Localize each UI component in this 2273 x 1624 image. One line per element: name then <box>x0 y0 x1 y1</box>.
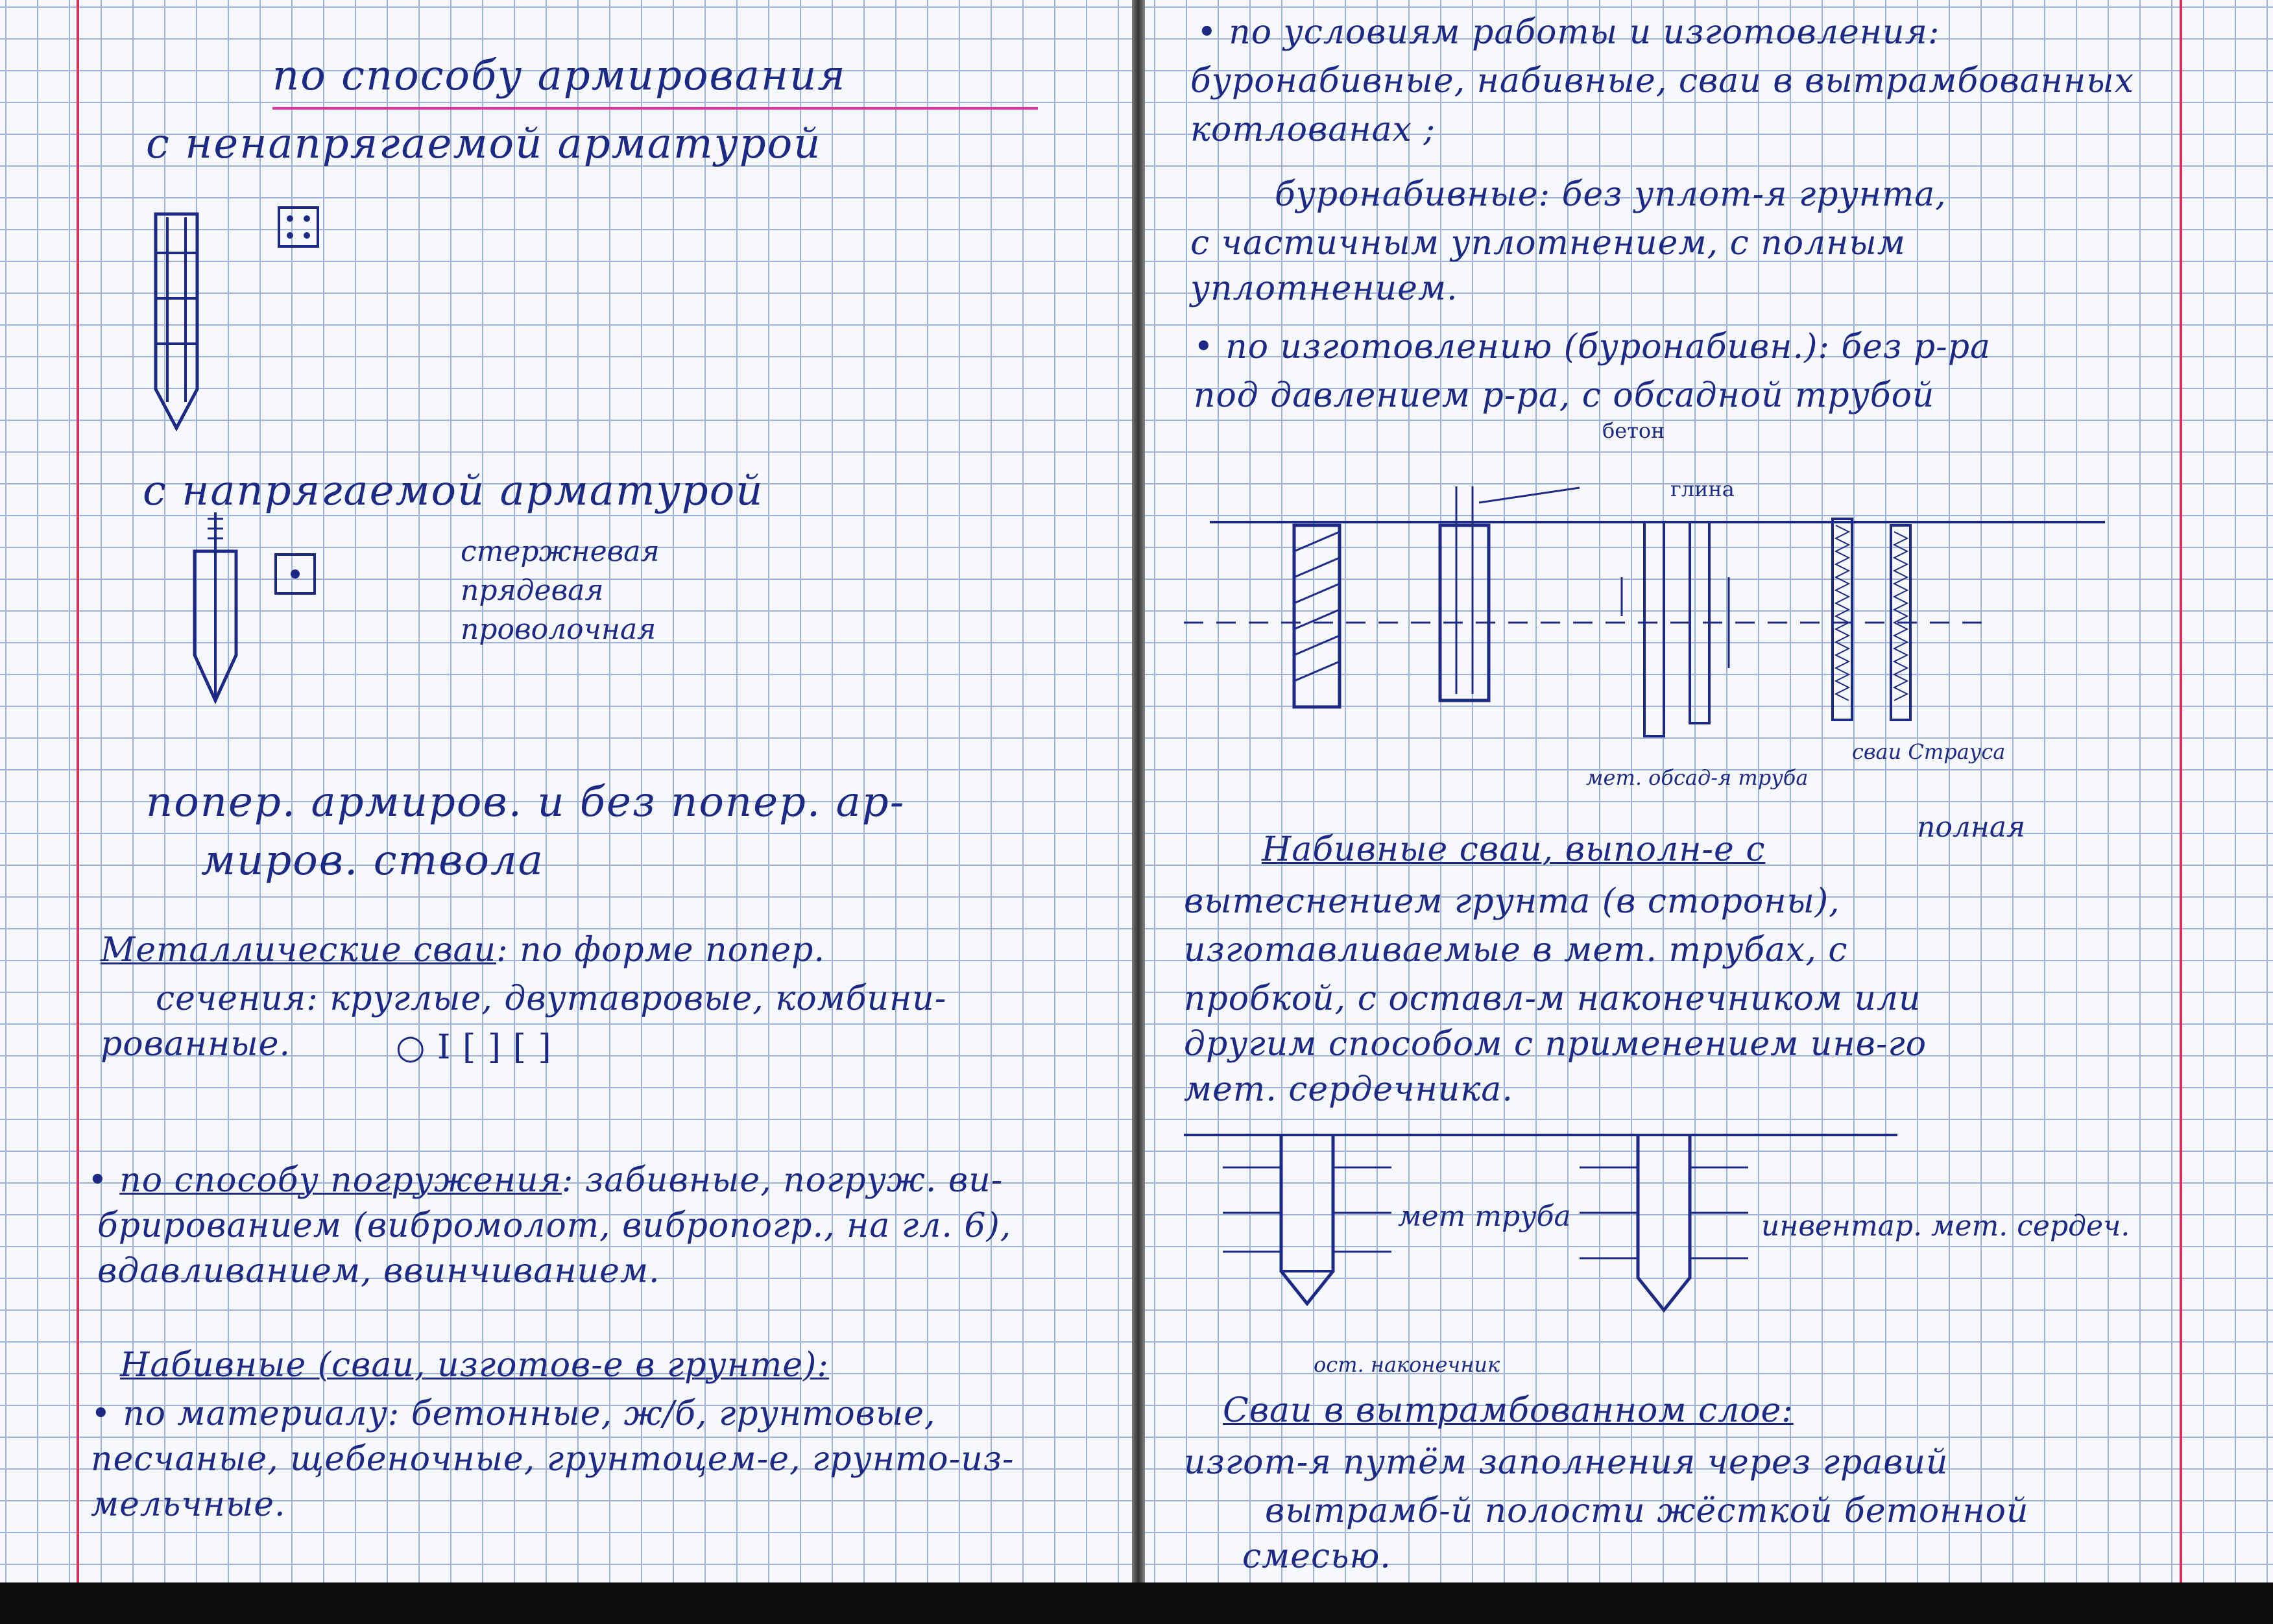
right-page <box>1145 0 2273 1582</box>
label-inventory: инвентар. мет. сердеч. <box>1761 1210 2130 1243</box>
method-title: по способу погружения <box>119 1161 562 1200</box>
bored2-text-5: мет. сердечника. <box>1184 1070 1513 1109</box>
bored2-text-3: пробкой, с оставл-м наконечником или <box>1184 979 1921 1018</box>
section-sketch-nonprestressed <box>276 204 321 250</box>
reinforcement-type-1: стержневая <box>461 535 660 568</box>
right-text-8: под давлением р-ра, с обсадной трубой <box>1194 376 1935 415</box>
rammed-text-3: смесью. <box>1242 1537 1391 1576</box>
bored2-text-4: другим способом с применением инв-го <box>1184 1025 1927 1064</box>
binding-gutter <box>1132 0 1145 1582</box>
left-page: по способу армирования с ненапрягаемой арматурой с напрягаемой арматурой стержневая прядевая проволочная попер. армиров. и без попер. ар- миров. ствола Металлические сваи: по форме попер. сечения: круглые, двутавровые, комбини- рованные. ○ I [ ] [ ] • по способу погружения: забивные, погруж. ви- брированием (вибромолот, вибропогр., на гл. 6), вдавливанием, ввинчиванием. Набивные (сваи, изготов-е в грунте): • по материалу: бетонные, ж/б, грунтовые, песчаные, щебеночные, грунтоцем-е, грунто-из- мельчные. <box>0 0 1132 1582</box>
bored-piles-diagram <box>1184 448 2196 752</box>
right-text-7: • по изготовлению (буронабивн.): без р-ра <box>1194 328 1991 366</box>
pile-sketch-prestressed <box>188 512 247 707</box>
label-tip: ост. наконечник <box>1314 1352 1500 1377</box>
right-text-2: буронабивные, набивные, сваи в вытрамбованных <box>1190 62 2134 101</box>
line-nonprestressed: с ненапрягаемой арматурой <box>146 120 822 168</box>
label-pipe: мет. обсад-я труба <box>1586 765 1809 790</box>
metal-text-1: : по форме попер. <box>496 931 825 970</box>
rammed-title: Сваи в вытрамбованном слое: <box>1223 1391 1794 1430</box>
bored2-text-2: изготавливаемые в мет. трубах, с <box>1184 931 1848 970</box>
label-met-pipe: мет труба <box>1398 1200 1571 1233</box>
metal-text-2: сечения: круглые, двутавровые, комбини- <box>156 979 947 1018</box>
section-sketch-prestressed <box>272 551 318 597</box>
label-beton: бетон <box>1602 418 1665 443</box>
right-text-3: котлованах ; <box>1190 110 1436 149</box>
right-text-4: буронабивные: без уплот-я грунта, <box>1275 175 1947 214</box>
bored2-title: Набивные сваи, выполн-е с <box>1262 830 1766 869</box>
line-prestressed: с напрягаемой арматурой <box>143 467 764 515</box>
method-text-1: : забивные, погруж. ви- <box>561 1161 1004 1200</box>
right-text-1: • по условиям работы и изготовления: <box>1197 13 1940 52</box>
bored-text-2: песчаные, щебеночные, грунтоцем-е, грунто-из- <box>91 1440 1015 1479</box>
metal-shapes: ○ I [ ] [ ] <box>396 1028 552 1067</box>
line-shaft: попер. армиров. и без попер. ар- <box>146 778 906 826</box>
label-glina: глина <box>1670 477 1735 501</box>
label-polnaya: полная <box>1917 811 2026 844</box>
line-shaft-2: миров. ствола <box>201 837 544 885</box>
rammed-text-1: изгот-я путём заполнения через гравий <box>1184 1443 1949 1482</box>
method-text-2: брированием (вибромолот, вибропогр., на гл. 6), <box>97 1206 1012 1245</box>
metal-title: Металлические сваи <box>101 931 497 970</box>
reinforcement-type-2: прядевая <box>461 574 604 607</box>
right-text-6: уплотнением. <box>1190 269 1458 308</box>
pile-sketch-nonprestressed <box>149 208 208 441</box>
right-margin-line <box>2180 0 2182 1582</box>
method-text-3: вдавливанием, ввинчиванием. <box>97 1252 660 1291</box>
rammed-text-2: вытрамб-й полости жёсткой бетонной <box>1265 1492 2029 1531</box>
scan-bottom-edge <box>0 1582 2273 1624</box>
label-strauss: сваи Страуса <box>1852 739 2006 764</box>
bored-title: Набивные (сваи, изготов-е в грунте): <box>120 1346 829 1385</box>
reinforcement-type-3: проволочная <box>461 613 656 646</box>
bored-text-1: • по материалу: бетонные, ж/б, грунтовые, <box>91 1394 936 1433</box>
heading-underline <box>272 107 1038 110</box>
metal-text-3: рованные. <box>101 1025 291 1064</box>
left-heading: по способу армирования <box>272 52 847 100</box>
left-margin-line <box>77 0 79 1582</box>
bored-text-3: мельчные. <box>91 1485 286 1524</box>
bored2-text-1: вытеснением грунта (в стороны), <box>1184 882 1840 921</box>
right-text-5: с частичным уплотнением, с полным <box>1190 224 1906 263</box>
